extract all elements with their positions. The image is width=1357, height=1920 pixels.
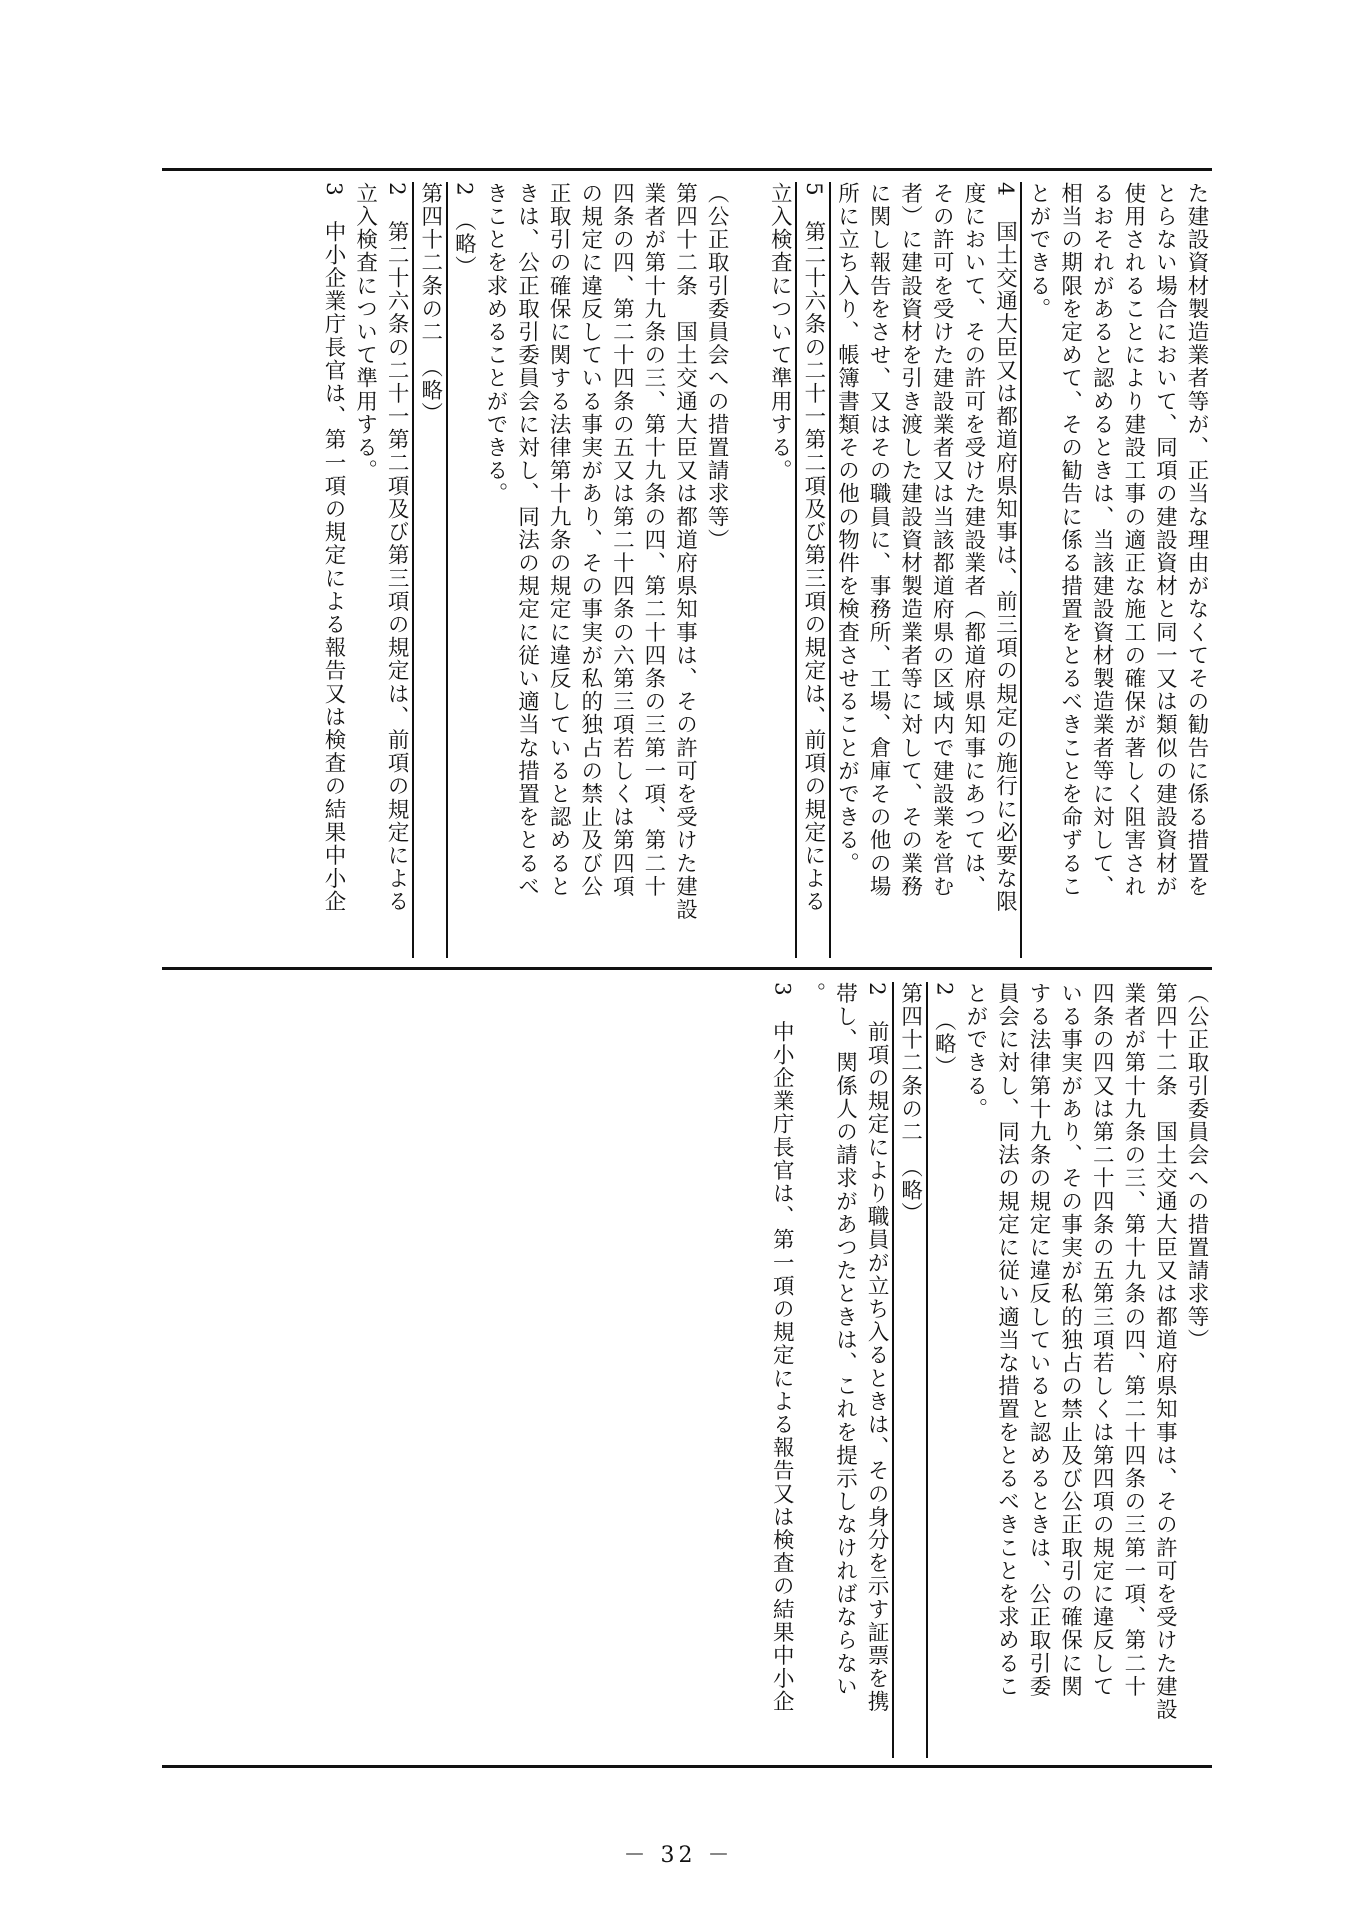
text-line: 2 （略） <box>931 982 957 1079</box>
text-line: いる事実があり、その事実が私的独占の禁止及び公正取引の確保に関 <box>1057 982 1083 1699</box>
middle-rule <box>162 967 1212 970</box>
text-line: 2 （略） <box>451 182 477 279</box>
top-rule <box>162 168 1212 171</box>
text-line: 2 前項の規定により職員が立ち入るときは、その身分を示す証票を携 <box>860 982 894 1758</box>
text-line: する法律第十九条の規定に違反していると認めるときは、公正取引委 <box>1026 982 1052 1699</box>
text-line: 3 中小企業庁長官は、第一項の規定による報告又は検査の結果中小企 <box>769 982 795 1714</box>
text-line: 2 第二十六条の二十一第二項及び第三項の規定は、前項の規定による <box>381 182 415 958</box>
bottom-rule <box>162 1765 1212 1768</box>
text-line: とができる。 <box>1026 182 1052 321</box>
text-line: 正取引の確保に関する法律第十九条の規定に違反していると認めると <box>546 182 572 899</box>
text-line: た建設資材製造業者等が、正当な理由がなくてその勧告に係る措置を <box>1184 182 1209 899</box>
text-line: 。 <box>800 982 826 1006</box>
text-line: 帯し、関係人の請求があつたときは、これを提示しなければならない <box>832 982 858 1699</box>
text-line: 四条の四、第二十四条の五又は第二十四条の六第三項若しくは第四項 <box>609 182 635 899</box>
text-line: 4 国土交通大臣又は都道府県知事は、前三項の規定の施行に必要な限 <box>989 182 1023 958</box>
text-line: 立入検査について準用する。 <box>764 182 798 958</box>
text-line: 立入検査について準用する。 <box>352 182 378 483</box>
text-line: 相当の期限を定めて、その勧告に係る措置をとるべきことを命ずるこ <box>1057 182 1083 899</box>
text-line: 者）に建設資材を引き渡した建設資材製造業者等に対して、その業務 <box>897 182 923 899</box>
section-heading: （公正取引委員会への措置請求等） <box>704 182 730 552</box>
text-line: 四条の四又は第二十四条の五第三項若しくは第四項の規定に違反して <box>1089 982 1115 1699</box>
text-line: 業者が第十九条の三、第十九条の四、第二十四条の三第一項、第二十 <box>640 182 666 899</box>
text-line: 5 第二十六条の二十一第二項及び第三項の規定は、前項の規定による <box>797 182 831 958</box>
text-line: 員会に対し、同法の規定に従い適当な措置をとるべきことを求めるこ <box>994 982 1020 1699</box>
revised-text-panel <box>162 182 1212 958</box>
text-line: 度において、その許可を受けた建設業者（都道府県知事にあつては、 <box>960 182 986 899</box>
text-line: 第四十二条の二 （略） <box>894 982 928 1758</box>
text-line: るおそれがあると認めるときは、当該建設資材製造業者等に対して、 <box>1089 182 1115 899</box>
text-line: 所に立ち入り、帳簿書類その他の物件を検査させることができる。 <box>834 182 860 875</box>
text-line: 第四十二条の二 （略） <box>414 182 448 958</box>
current-text-panel <box>162 982 1212 1758</box>
text-line: の規定に違反している事実があり、その事実が私的独占の禁止及び公 <box>577 182 603 899</box>
text-line: きは、公正取引委員会に対し、同法の規定に従い適当な措置をとるべ <box>514 182 540 899</box>
text-line: とができる。 <box>962 982 988 1121</box>
text-line: とらない場合において、同項の建設資材と同一又は類似の建設資材が <box>1152 182 1178 899</box>
text-line: 第四十二条 国土交通大臣又は都道府県知事は、その許可を受けた建設 <box>1152 982 1178 1722</box>
text-line: 第四十二条 国土交通大臣又は都道府県知事は、その許可を受けた建設 <box>672 182 698 922</box>
text-line: その許可を受けた建設業者又は当該都道府県の区域内で建設業を営む <box>929 182 955 899</box>
text-line: きことを求めることができる。 <box>482 182 508 506</box>
text-line: 業者が第十九条の三、第十九条の四、第二十四条の三第一項、第二十 <box>1120 982 1146 1699</box>
text-line: 使用されることにより建設工事の適正な施工の確保が著しく阻害され <box>1120 182 1146 899</box>
page-number: － 32 － <box>623 1843 734 1868</box>
text-line: 3 中小企業庁長官は、第一項の規定による報告又は検査の結果中小企 <box>320 182 346 914</box>
section-heading: （公正取引委員会への措置請求等） <box>1184 982 1209 1352</box>
text-line: に関し報告をさせ、又はその職員に、事務所、工場、倉庫その他の場 <box>866 182 892 899</box>
blank-line <box>732 182 764 958</box>
